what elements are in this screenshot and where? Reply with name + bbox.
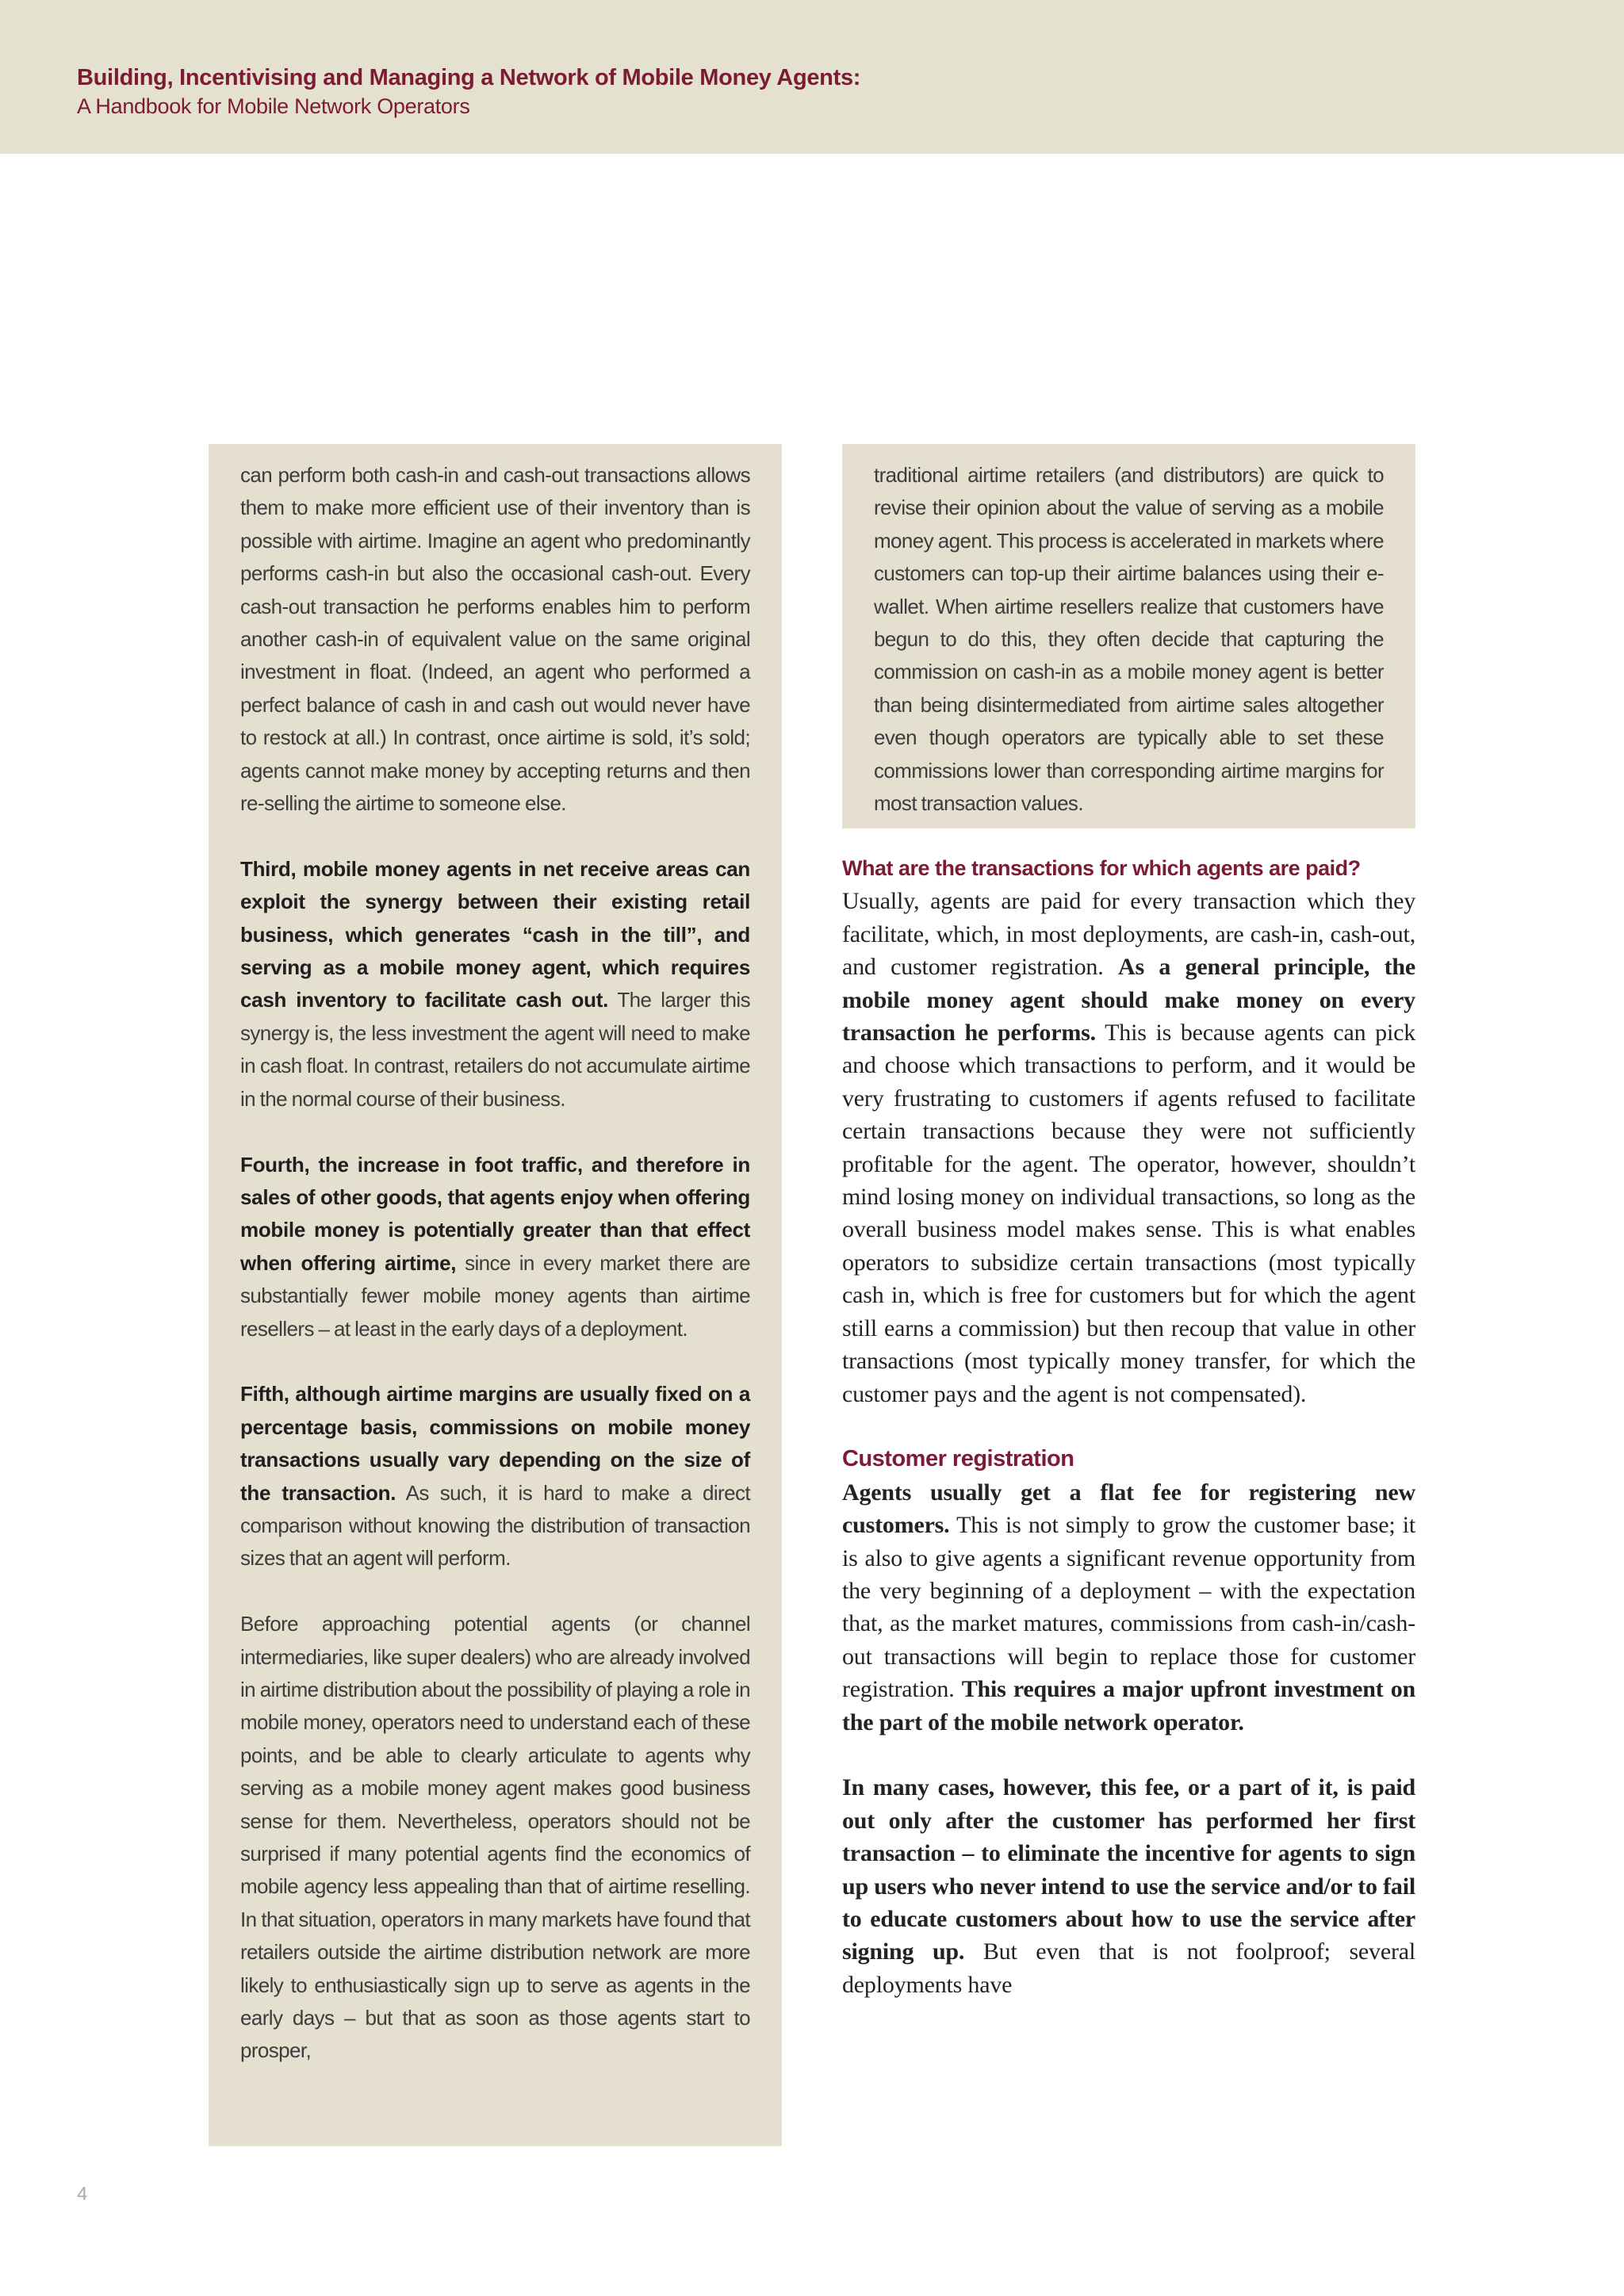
bold-emphasis: As a general principle, the mobile money agent should make money on every transaction he performs. xyxy=(842,954,1416,1047)
paragraph-text: since in every market there are substantially fewer mobile money agents than airtime resellers – at least in the early days of a deployment. xyxy=(240,1250,750,1341)
paragraph-text: But even that is not foolproof; several deployments have xyxy=(842,1938,1415,1998)
paragraph-text: Before approaching potential agents (or channel intermediaries, like super dealers) who are already involved in airtime distribution about the possibility of playing a role in mobile money, operators need to understand each of these points, and be able to clearly articulate to agents why serving as a mobile money agent makes good business sense for them. Nevertheless, operators should not be surprised if many potential agents find the economics of mobile agency less appealing than that of airtime reselling. In that situation, operators in many markets have found that retailers outside the airtime distribution network are more likely to enthusiastically sign up to serve as agents in the early days – but that as soon as those agents start to prosper, xyxy=(240,1612,750,2063)
main-text-column xyxy=(842,852,1415,2001)
paragraph-text: This is because agents can pick and choose which transactions to perform, and it would be very frustrating to customers if agents refused to facilitate certain transactions because they were not sufficiently profitable for the agent. The operator, however, shouldn’t mind losing money on individual transactions, so long as the overall business model makes sense. This is what enables operators to subsidize certain transactions (most typically cash in, which is free for customers but for which the agent still earns a commission) but then recoup that value in other transactions (most typically money transfer, for which the customer pays and the agent is not compensated). xyxy=(842,1020,1415,1407)
paragraph xyxy=(240,853,750,1115)
document-subtitle: A Handbook for Mobile Network Operators xyxy=(77,94,470,118)
paragraph xyxy=(240,1149,750,1345)
bold-emphasis: Agents usually get a flat fee for registering new customers. xyxy=(842,1479,1415,1539)
paragraph-text: The larger this synergy is, the less investment the agent will need to make in cash float. In contrast, retailers do not accumulate airtime in the normal course of their business. xyxy=(240,988,750,1111)
paragraph-text: traditional airtime retailers (and distributors) are quick to revise their opinion about the value of serving as a mobile money agent. This process is accelerated in markets where customers can top-up their airtime balances using their e-wallet. When airtime resellers realize that customers have begun to do this, they often decide that capturing the commission on cash-in as a mobile money agent is better than being disintermediated from airtime sales altogether even though operators are typically able to set these commissions lower than corresponding airtime margins for most transaction values. xyxy=(874,463,1384,816)
paragraph xyxy=(240,1378,750,1575)
bold-emphasis: In many cases, however, this fee, or a part of it, is paid out only after the customer has performed her first transaction – to eliminate the incentive for agents to sign up users who never intend to use the service and/or to fail to educate customers about how to use the service after signing up. xyxy=(842,1774,1415,1965)
bold-lead: Third, mobile money agents in net receive areas can exploit the synergy between their existing retail business, which generates “cash in the till”, and serving as a mobile money agent, which requires cash inventory to facilitate cash out. xyxy=(240,856,750,1012)
paragraph-text: As such, it is hard to make a direct comparison without knowing the distribution of transaction sizes that an agent will perform. xyxy=(240,1480,750,1571)
document-title: Building, Incentivising and Managing a Network of Mobile Money Agents: xyxy=(77,65,861,90)
paragraph xyxy=(240,1608,750,2068)
paragraph xyxy=(842,1476,1415,1739)
bold-lead: Fifth, although airtime margins are usually fixed on a percentage basis, commissions on mobile money transactions usually vary depending on the size of the transaction. xyxy=(240,1382,750,1505)
bold-lead: Fourth, the increase in foot traffic, and therefore in sales of other goods, that agents enjoy when offering mobile money is potentially greater than that effect when offering airtime, xyxy=(240,1152,750,1275)
subsection-heading: Customer registration xyxy=(842,1446,1074,1472)
spacer xyxy=(842,1410,1415,1443)
paragraph xyxy=(240,459,750,820)
header-band xyxy=(0,0,1624,154)
bold-emphasis: This requires a major upfront investment on the part of the mobile network operator. xyxy=(842,1676,1416,1735)
paragraph-text: can perform both cash-in and cash-out transactions allows them to make more efficient use of their inventory than is possible with airtime. Imagine an agent who predominantly performs cash-in but also the occasional cash-out. Every cash-out transaction he performs enables him to perform another cash-in of equivalent value on the same original investment in float. (Indeed, an agent who performed a perfect balance of cash in and cash out would never have to restock at all.) In contrast, once airtime is sold, it’s sold; agents cannot make money by accepting returns and then re-selling the airtime to someone else. xyxy=(240,463,750,816)
paragraph xyxy=(842,885,1415,1410)
paragraph xyxy=(842,1771,1415,2001)
paragraph-text: Usually, agents are paid for every transaction which they facilitate, which, in most deployments, are cash-in, cash-out, and customer registration. xyxy=(842,888,1415,981)
section-heading: What are the transactions for which agents are paid? xyxy=(842,856,1361,880)
spacer xyxy=(842,1739,1415,1771)
left-shaded-box xyxy=(209,444,782,2146)
page-number: 4 xyxy=(77,2183,88,2205)
right-shaded-box xyxy=(842,444,1415,828)
paragraph-text: This is not simply to grow the customer base; it is also to give agents a significant revenue opportunity from the very beginning of a deployment – with the expectation that, as the market matures, commissions from cash-in/cash-out transactions will begin to replace those for customer registration. xyxy=(842,1512,1415,1703)
paragraph xyxy=(874,459,1384,820)
